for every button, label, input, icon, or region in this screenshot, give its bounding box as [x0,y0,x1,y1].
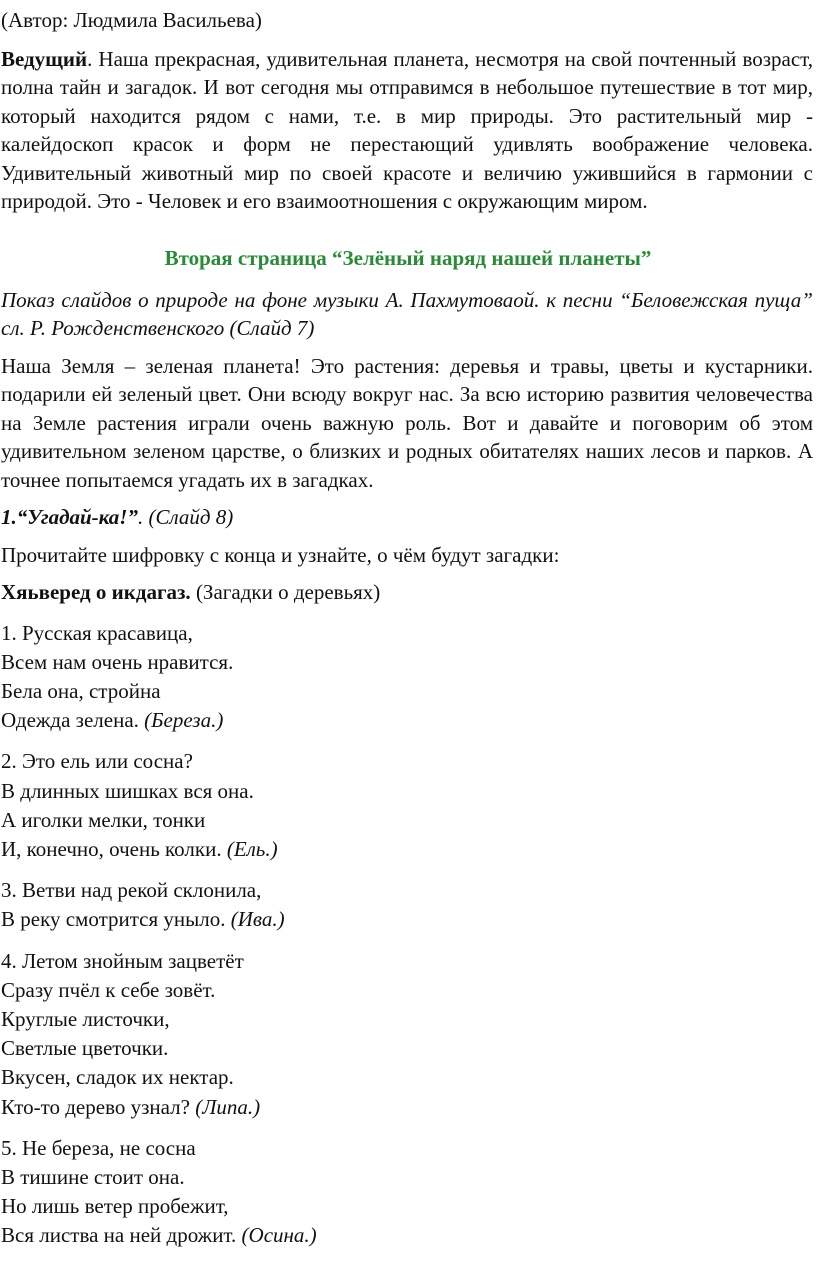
riddle-stanza [1,747,816,864]
riddle-line-text: 1. Русская красавица, [1,620,193,645]
riddles-list [0,619,816,1251]
riddle-line-text: Вся листва на ней дрожит. [1,1223,242,1248]
riddle-line [1,947,816,976]
riddle-line-text: Бела она, стройна [1,678,161,703]
riddle-line-text: А иголки мелки, тонки [1,807,206,832]
riddle-line-text: Но лишь ветер пробежит, [1,1194,229,1219]
section-heading: Вторая страница “Зелёный наряд нашей планеты” [164,245,652,270]
cipher-line [1,578,813,607]
riddle-line [1,1063,816,1092]
instruction-line: Прочитайте шифровку с конца и узнайте, о чём будут загадки: [1,542,560,567]
riddle-line [1,706,816,735]
riddle-line-text: 2. Это ель или сосна? [1,749,193,774]
riddle-line [1,905,816,934]
riddle-stanza [1,1134,816,1251]
riddle-line [1,777,816,806]
riddle-line [1,1093,816,1122]
riddle-line [1,835,816,864]
intro-text: . Наша прекрасная, удивительная планета, несмотря на свой почтенный возраст, полна тайн и загадок. И вот сегодня мы отправимся в небольшое путешествие в тот мир, который находится рядом с нами, т.е. в мир природы. Это растительный мир - калейдоскоп красок и форм не перестающий удивлять воображение человека. Удивительный животный мир по своей красоте и величию ужившийся в гармонии с природой. Это - Человек и его взаимоотношения с окружающим миром. [1,46,813,213]
riddle-line-text: Кто-то дерево узнал? [1,1094,196,1119]
riddle-line [1,619,816,648]
game-title: 1.“Угадай-ка!” [1,505,138,529]
intro-paragraph [1,45,813,216]
riddle-answer: (Береза.) [144,708,224,733]
riddle-line-text: В реку смотрится уныло. [1,907,231,932]
riddle-line [1,876,816,905]
cipher-hint: (Загадки о деревьях) [190,580,381,604]
riddle-line-text: Одежда зелена. [1,708,145,733]
riddle-answer: (Ива.) [230,907,285,932]
riddle-answer: (Липа.) [195,1094,261,1119]
riddle-line [1,1134,816,1163]
riddle-line-text: Круглые листочки, [1,1006,170,1031]
riddle-answer: (Ель.) [226,836,278,861]
riddle-line [1,1005,816,1034]
riddle-line-text: Светлые цветочки. [1,1036,169,1061]
cipher-code: Хяьверед о икдагаз. [1,580,191,604]
riddle-line-text: В тишине стоит она. [1,1164,185,1189]
riddle-line [1,1034,816,1063]
riddle-stanza [1,947,816,1122]
riddle-stanza [1,876,816,934]
speaker-label: Ведущий [1,46,88,71]
riddle-line-text: 5. Не береза, не сосна [1,1135,196,1160]
riddle-answer: (Осина.) [241,1223,317,1248]
riddle-line-text: Вкусен, сладок их нектар. [1,1065,234,1090]
riddle-line-text: В длинных шишках вся она. [1,778,254,803]
riddle-line-text: И, конечно, очень колки. [1,836,227,861]
riddle-line [1,976,816,1005]
slide-note: Показ слайдов о природе на фоне музыки А. Пахмутоваой. к песни “Беловежская пуща” сл. Р. Рожденственского (Слайд 7) [1,287,813,340]
riddle-line [1,1221,816,1250]
riddle-line [1,806,816,835]
riddle-line [1,1163,816,1192]
earth-paragraph: Наша Земля – зеленая планета! Это растения: деревья и травы, цветы и кустарники. подарили ей зеленый цвет. Они всюду вокруг нас. За всю историю развития человечества на Земле растения играли очень важную роль. Вот и давайте и поговорим об этом удивительном зеленом царстве, о близких и родных обитателях наших лесов и парков. А точнее попытаемся угадать их в загадках. [1,353,813,492]
riddle-line [1,1192,816,1221]
game-title-line [1,503,813,532]
riddle-line-text: Сразу пчёл к себе зовёт. [1,977,216,1002]
author-line: (Автор: Людмила Васильева) [1,8,262,32]
riddle-line-text: 4. Летом знойным зацветёт [1,948,244,973]
riddle-line-text: 3. Ветви над рекой склонила, [1,878,262,903]
riddle-line-text: Всем нам очень нравится. [1,649,234,674]
riddle-line [1,648,816,677]
riddle-line [1,677,816,706]
riddle-stanza [1,619,816,736]
riddle-line [1,747,816,776]
game-slide: . (Слайд 8) [137,505,234,529]
